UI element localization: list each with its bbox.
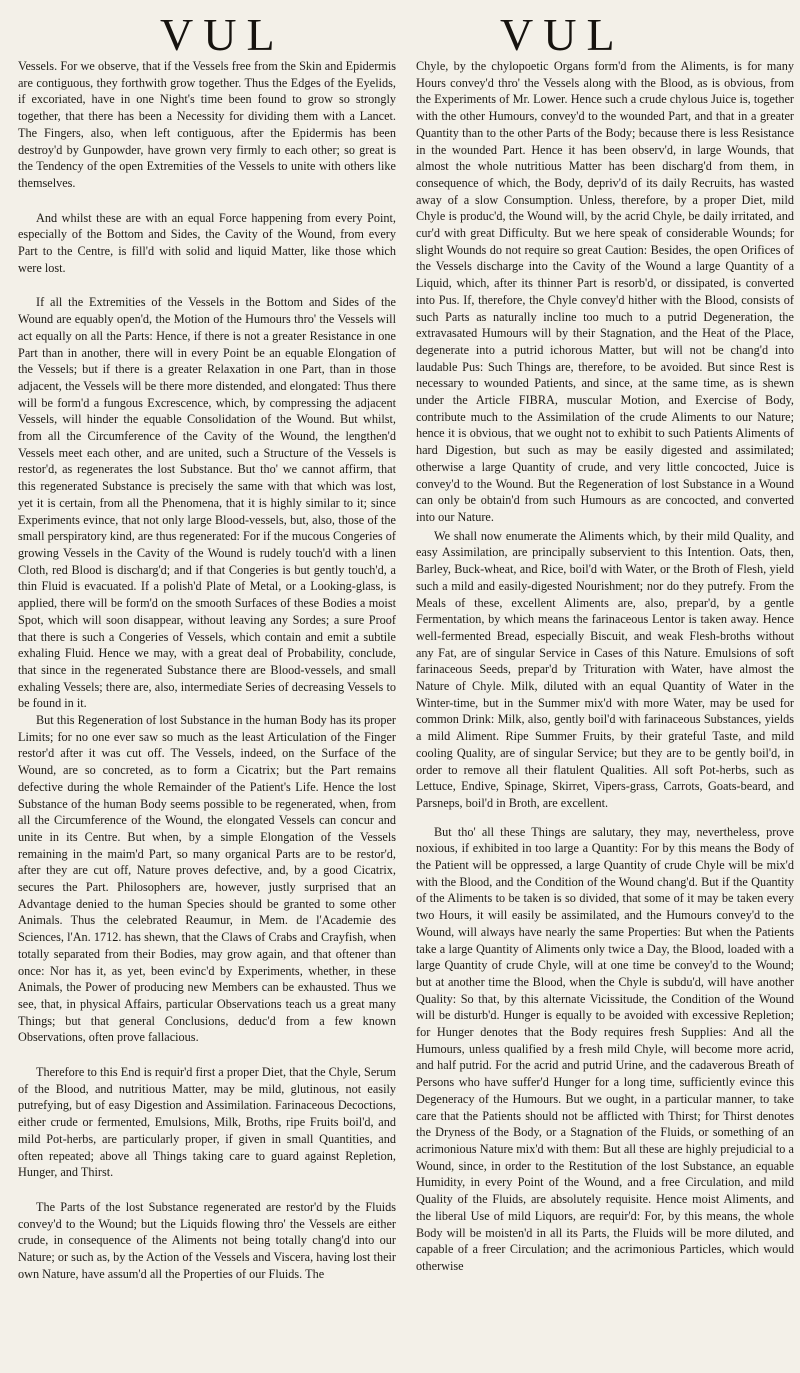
left-column bbox=[18, 58, 396, 1283]
paragraph: The Parts of the lost Substance regenerated are restor'd by the Fluids convey'd to the Wound; but the Liquids flowing thro' the Vessels are either crude, in consequence of the Aliments not being totally chang'd into our Nature; or such as, by the Action of the Vessels and Viscera, having lost their own Nature, have assum'd all the Properties of our Fluids. The bbox=[18, 1200, 396, 1281]
running-head bbox=[0, 4, 800, 60]
paragraph: But this Regeneration of lost Substance in the human Body has its proper Limits; for no one ever saw so much as the least Articulation of the Finger restor'd after it was cut off. The Vessels, indeed, on the Surface of the Wound, are so concreted, as to form a Cicatrix; but the Part remains defective during the whole Remainder of the Patient's Life. Hence the lost Substance of the human Body seems possible to be regenerated, when, from all the Circumference of the Wound, the elongated Vessels can concur and unite in its Centre. But when, by a simple Elongation of the Vessels remaining in the maim'd Part, so many organical Parts are to be restor'd, after they are cut off, Nature proves defective, and, by a good Cicatrix, secures the Part. Philosophers are, however, justly surprised that an Advantage denied to the human Species should be granted to some other Animals. Thus the celebrated Reaumur, in Mem. de l'Academie des Sciences, l'An. 1712. has shewn, that the Claws of Crabs and Crayfish, when totally separated from their Bodies, may grow again, and that oftener than once: Nor has it, as yet, been evinc'd by Experiments, whether, in these Animals, the Power of producing new Members can be exhausted. Thus we see, that, in physical Affairs, particular Observations teach us a great many Things; but that general Conclusions, deduc'd from a few known Observations, often prove fallacious. bbox=[18, 713, 396, 1045]
headword-right: VUL bbox=[500, 9, 625, 60]
paragraph: And whilst these are with an equal Force happening from every Point, especially of the Bottom and Sides, the Cavity of the Wound, from every Part to the Centre, is fill'd with solid and liquid Matter, like those which were lost. bbox=[18, 210, 396, 275]
paragraph: Vessels. For we observe, that if the Vessels free from the Skin and Epidermis are contiguous, they forthwith grow together. Thus the Edges of the Eyelids, if excoriated, have in one Night's time been found to grow so strongly together, that there has been a Necessity for dividing them with a Lancet. The Fingers, also, when left contiguous, after the Epidermis has been destroy'd by Gunpowder, have grown very firmly to each other; so great is the Tendency of the open Extremities of the Vessels to unite with others like themselves. bbox=[18, 59, 396, 190]
paragraph: But tho' all these Things are salutary, they may, nevertheless, prove noxious, if exhibited in too large a Quantity: For by this means the Body of the Patient will be oppressed, a large Quantity of crude Chyle will be mix'd with the Blood, and the Condition of the Wound chang'd. But if the Quantity of the Aliments to be taken is so divided, that some of it may be taken every two Hours, it will easily be assimilated, and the Humours convey'd to the Wound, will always have nearly the same Properties: But when the Patients take a large Quantity of Aliments only twice a Day, the Blood, loaded with a large Quantity of crude Chyle, will at one time be convey'd to the Wound; but at another time the Blood, when the Chyle is subdu'd, will have another Quality: So that, by this alternate Vicissitude, the Condition of the Wound will be disturb'd. Hunger is equally to be avoided with excessive Repletion; for Hunger denotes that the Body requires fresh Supplies: And all the Humours, unless qualified by a fresh mild Chyle, will become more acrid, and half putrid. For the acrid and putrid Urine, and the cadaverous Breath of Persons who have suffer'd Hunger for a long time, sufficiently evince this Degeneracy of the Humours. But we ought, in a particular manner, to take care that the Patients should not be afflicted with Thirst; for Thirst denotes the Dryness of the Body, or a Stagnation of the Fluids, or something of an acrimonious Nature mix'd with them: But all these are highly prejudicial to a Wound, since, in order to the Restitution of the lost Substance, an equable Humidity, in every Point of the Wound, and a free Circulation, and mild Quality of the Fluids, are absolutely requisite. Hence moist Aliments, and the liberal Use of mild Liquors, are requir'd: For, by this means, the whole Body will be moisten'd in all its Parts, the Fluids will be more diluted, and capable of a freer Circulation; and the acrimonious Particles, which would otherwise bbox=[416, 824, 794, 1273]
paragraph: We shall now enumerate the Aliments which, by their mild Quality, and easy Assimilation, are principally subservient to this Intention. Oats, then, Barley, Buck-wheat, and Rice, boil'd with Water, or the Broth of Flesh, yield such a mild and easily-digested Nourishment; nor do they putrefy. From the Meals of these, excellent Aliments are, also, prepar'd, by a gentle Fermentation, by which means the farinaceous Lentor is taken away. Hence well-fermented Bread, especially Biscuit, and weak Flesh-broths without any Fat, are of singular Service in Cases of this Nature. Emulsions of soft farinaceous Seeds, prepar'd by Trituration with Water, have almost the Nature of Chyle. Milk, diluted with an equal Quantity of Water in the Winter-time, but in the Summer mix'd with more Water, may be used for common Drink: Milk, also, gently boil'd with farinaceous Substances, yields a mild Aliment. Ripe Summer Fruits, by their grateful Taste, and mild cooling Quality, are of singular Service; but they are to be gently boil'd, in order to remove all their flatulent Qualities. All soft Pot-herbs, such as Lettuce, Endive, Spinage, Skirret, Vipers-grass, Carrots, Goats-beard, and Parsneps, boil'd in Broth, are excellent. bbox=[416, 528, 794, 810]
headword-left: VUL bbox=[160, 9, 285, 60]
paragraph: If all the Extremities of the Vessels in the Bottom and Sides of the Wound are equably open'd, the Motion of the Humours thro' the Vessels will act equally on all the Parts: Hence, if there is not a greater Resistance in one Part than in another, there will in every Point be an equable Elongation of the Vessels; but if there is a greater Relaxation in one Part, than in those adjacent, the Vessels will be there more distended, and elongated: Thus there will be form'd a fungous Excrescence, which, by compressing the adjacent Vessels, will hinder the equable Consolidation of the Wound. But whilst, from all the Circumference of the Cavity of the Wound, the lengthen'd Vessels meet each other, and are united, such a Structure of the Vessels is restor'd, as regenerates the lost Substance. But tho' we cannot affirm, that this regenerated Substance is precisely the same with that which was lost, yet it is certain, from all the Phenomena, that it is highly similar to it; since Experiments evince, that not only large Blood-vessels, but, also, those of the small perspiratory kind, are thus regenerated: For if the mucous Congeries of growing Vessels in the Cavity of the Wound is rudely touch'd with a linen Cloth, red Blood is discharg'd; and if that Congeries is but gently touch'd, a thin Fluid is evacuated. If a polish'd Plate of Metal, or a Looking-glass, is applied, there will be form'd on the smooth Surfaces of these Bodies a moist Spot, which will soon disappear, without leaving any Sordes; a sure Proof that there is such a Congeries of Vessels, which contain and emit a subtile exhaling Fluid. Hence we may, with a great deal of Probability, conclude, that since in the regenerated Substance there are Blood-vessels, and small exhaling Vessels; there are, also, intermediate Series of decreasing Vessels to be found in it. bbox=[18, 295, 396, 711]
right-column bbox=[416, 58, 794, 1275]
paragraph: Chyle, by the chylopoetic Organs form'd from the Aliments, is for many Hours convey'd thro' the Vessels along with the Blood, as is obvious, from the Experiments of Mr. Lower. Hence such a crude chylous Juice is, together with the other Humours, convey'd to the wounded Part, and that in a greater Quantity than to the other Parts of the Body; because there is less Resistance in the wounded Part. Hence it has been observ'd, in large Wounds, that almost the whole nutritious Matter has been discharg'd from them, in consequence of which, the Body, depriv'd of its daily Recruits, has wasted away of a slow Consumption. Unless, therefore, by a proper Diet, mild Chyle is produc'd, the Wound will, by the acrid Chyle, be daily irritated, and cur'd with great Difficulty. But we here speak of considerable Wounds; for slight Wounds do not require so great Caution: Besides, the open Orifices of the Vessels discharge into the Cavity of the Wound a large Quantity of a Liquid, which, after its thinner Part is resorb'd, or dissipated, is converted into Pus. If, therefore, the Chyle convey'd hither with the Blood, consists of such Parts as naturally incline too much to a putrid Degeneration, the extravasated Humours will by their Stagnation, and the Heat of the Place, degenerate into a putrid ichorous Matter, but will not be chang'd into laudable Pus: Such Things are, therefore, to be avoided. But since Rest is necessary to wounded Patients, and since, at the same time, as is shewn under the Article FIBRA, muscular Motion, and Exercise of Body, contribute much to the Assimilation of the crude Aliments to our Nature; hence it is obvious, that we ought not to exhibit to such Patients Aliments of hard Digestion, but such as may be easily digested and assimilated; otherwise a large Quantity of crude, and very little concocted, Juice is convey'd to the Wound. But the Regeneration of lost Substance in a Wound can only be obtain'd from such Humours as are concocted, and converted into our Nature. bbox=[416, 59, 794, 524]
paragraph: Therefore to this End is requir'd first a proper Diet, that the Chyle, Serum of the Blood, and nutritious Matter, may be mild, glutinous, not easily putrefying, but of easy Digestion and Assimilation. Farinaceous Decoctions, either crude or fermented, Emulsions, Milk, Broths, ripe Fruits boil'd, and mild Pot-herbs, are particularly proper, if given in small Quantities, and often repeated; above all Things taking care to guard against Repletion, Hunger, and Thirst. bbox=[18, 1065, 396, 1180]
